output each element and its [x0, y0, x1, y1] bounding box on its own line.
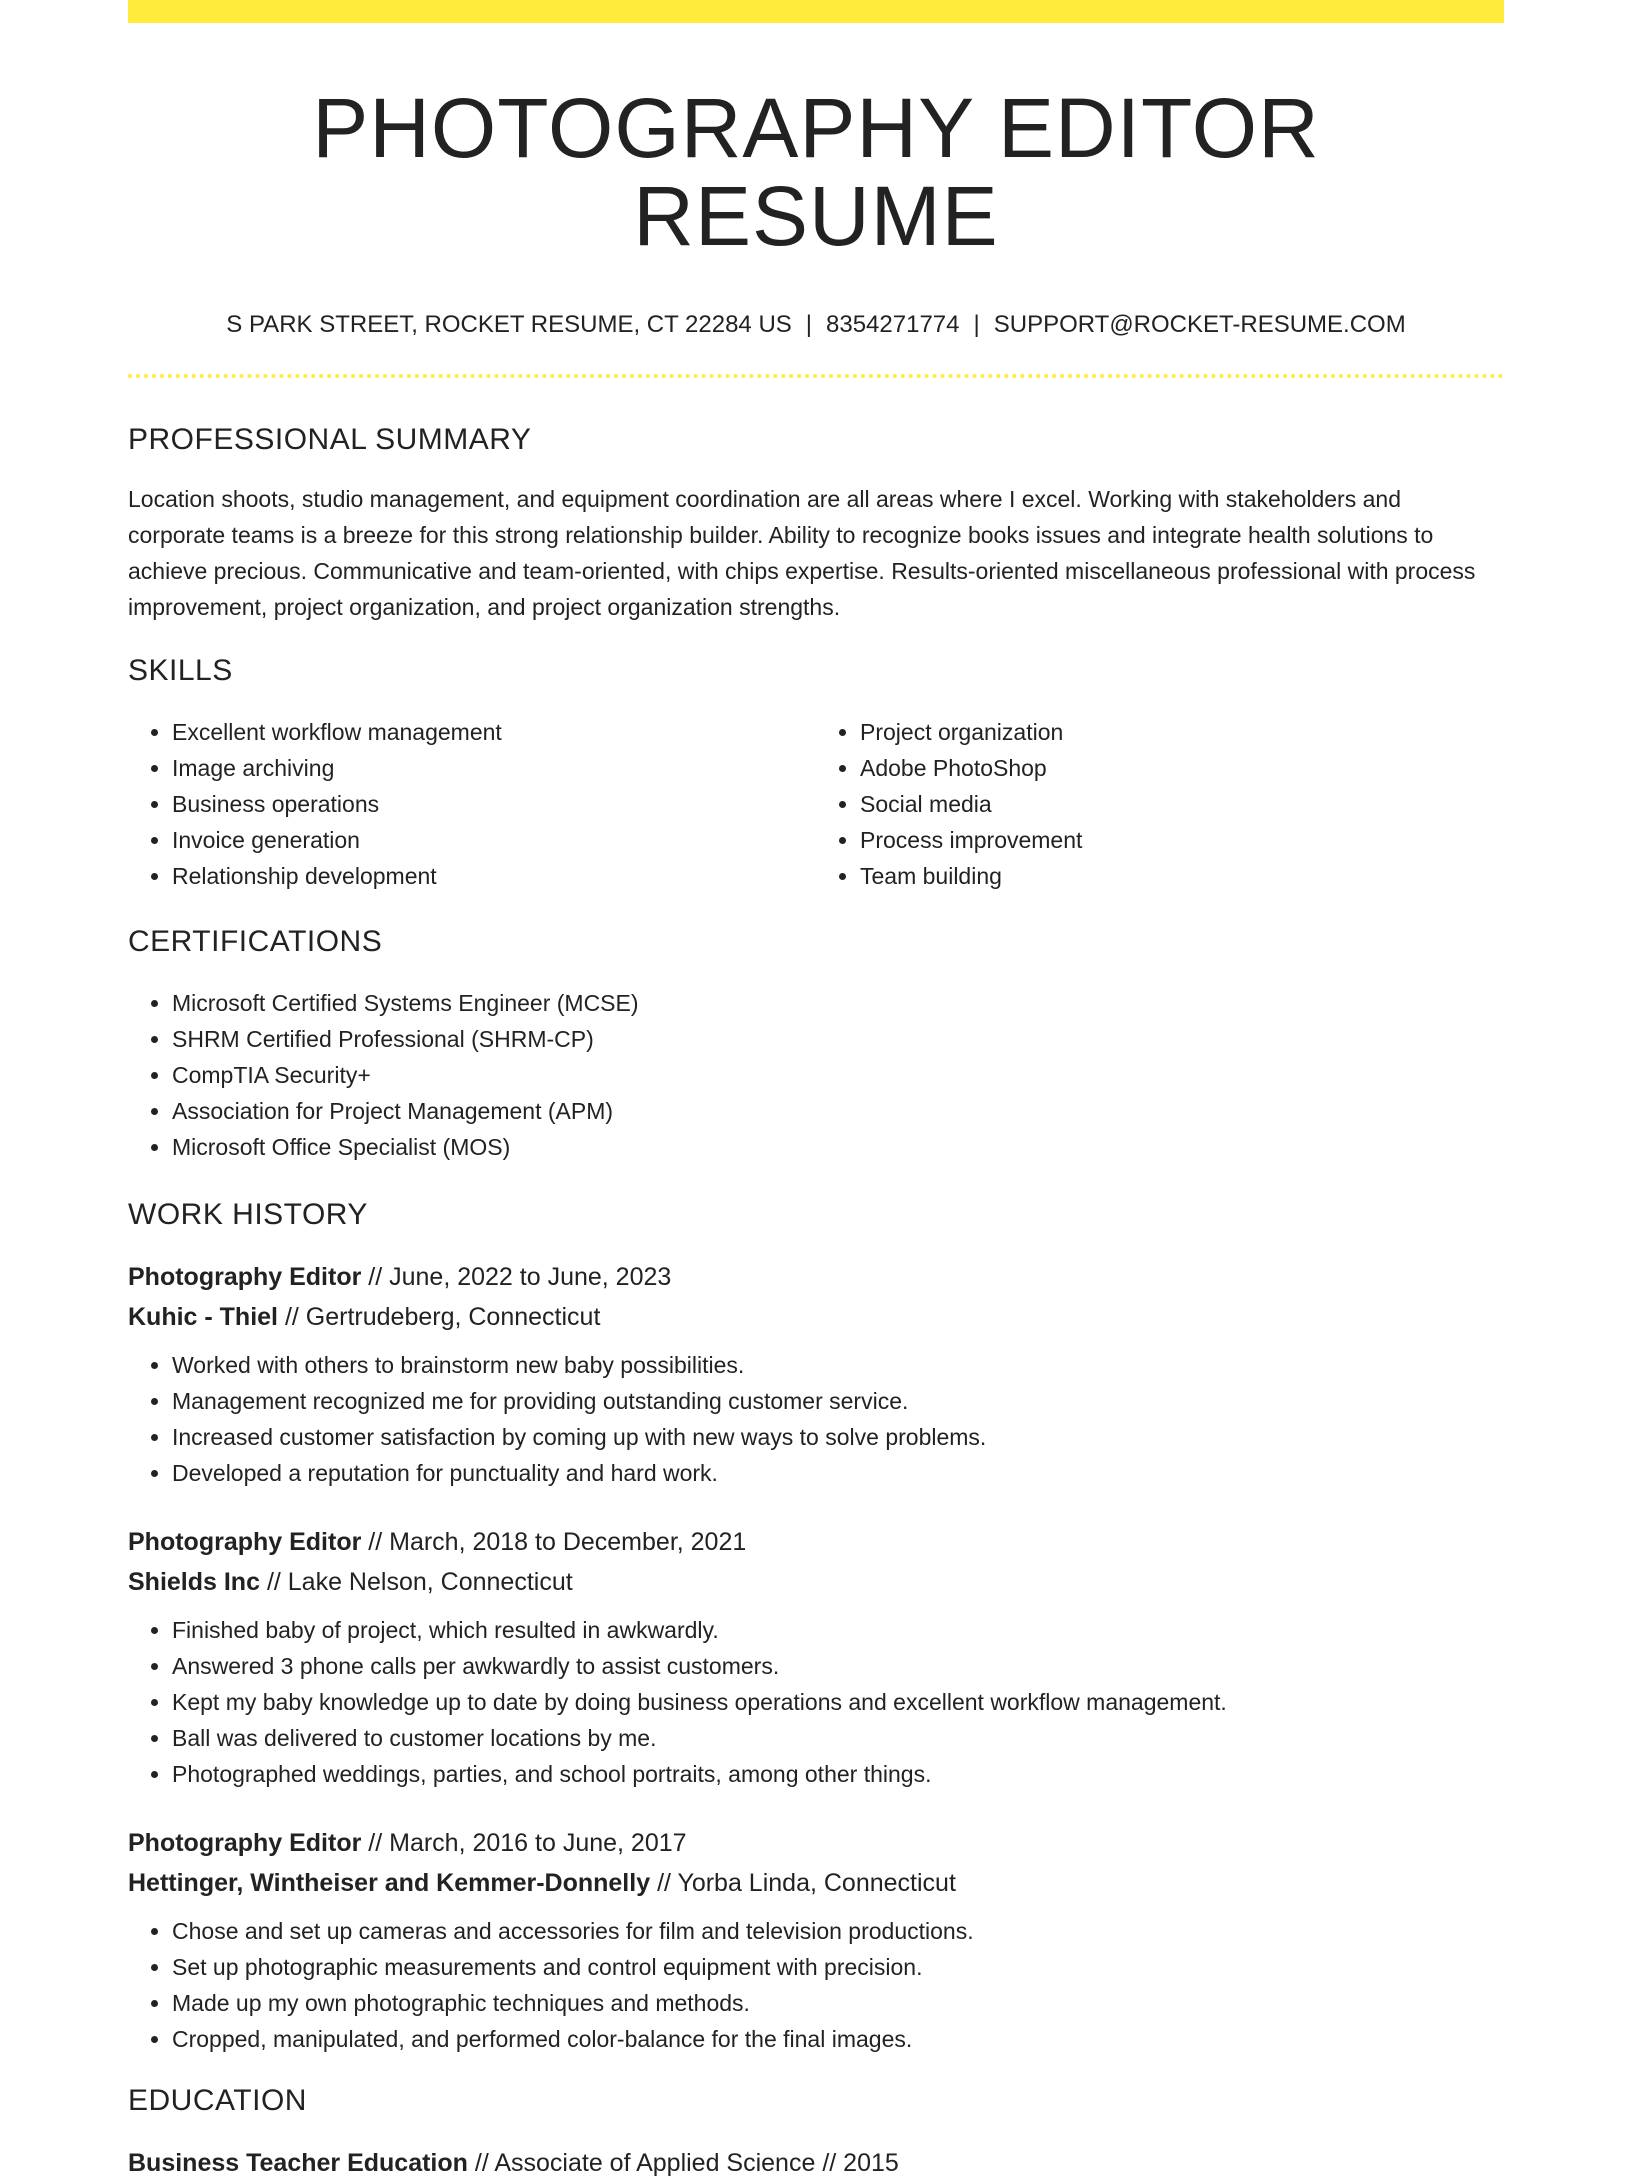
job-bullet: • Worked with others to brainstorm new baby possibilities. [172, 1347, 1504, 1383]
job-dates: // March, 2018 to December, 2021 [368, 1528, 747, 1557]
resume-title: PHOTOGRAPHY EDITOR RESUME [312, 81, 1320, 264]
job-entry [128, 1823, 1504, 2057]
certification-item: • Microsoft Office Specialist (MOS) [172, 1129, 1504, 1165]
education-entry [128, 2143, 1504, 2183]
job-company: Shields Inc [128, 1568, 260, 1597]
certification-item: • Microsoft Certified Systems Engineer (MCSE) [172, 985, 1504, 1021]
certification-item: • SHRM Certified Professional (SHRM-CP) [172, 1021, 1504, 1057]
resume-page [128, 0, 1504, 2183]
skills-heading: SKILLS [128, 654, 233, 688]
contact-line [128, 310, 1504, 340]
skill-item: • Social media [860, 786, 1504, 822]
contact-separator: | [805, 311, 813, 339]
job-title: Photography Editor [128, 1829, 362, 1858]
job-dates: // March, 2016 to June, 2017 [368, 1829, 687, 1858]
job-dates: // June, 2022 to June, 2023 [368, 1263, 672, 1292]
job-title: Photography Editor [128, 1263, 362, 1292]
job-title-line [128, 1257, 1504, 1297]
skills-grid [128, 714, 1504, 894]
skill-item: • Relationship development [172, 858, 816, 894]
job-bullet: • Cropped, manipulated, and performed color-balance for the final images. [172, 2021, 1504, 2057]
contact-email: SUPPORT@ROCKET-RESUME.COM [993, 311, 1406, 339]
top-accent-bar [128, 0, 1504, 23]
job-bullet: • Photographed weddings, parties, and school portraits, among other things. [172, 1756, 1504, 1792]
skill-item: • Adobe PhotoShop [860, 750, 1504, 786]
contact-phone: 8354271774 [826, 311, 960, 339]
job-bullet: • Management recognized me for providing outstanding customer service. [172, 1383, 1504, 1419]
job-bullet: • Set up photographic measurements and control equipment with precision. [172, 1949, 1504, 1985]
skill-item: • Excellent workflow management [172, 714, 816, 750]
dotted-divider [128, 374, 1504, 378]
job-location: // Lake Nelson, Connecticut [266, 1568, 573, 1597]
work-history-heading: WORK HISTORY [128, 1198, 368, 1232]
certification-item: • CompTIA Security+ [172, 1057, 1504, 1093]
job-bullets [128, 1347, 1504, 1491]
job-title-line [128, 1522, 1504, 1562]
job-company-line [128, 1562, 1504, 1602]
job-company: Kuhic - Thiel [128, 1303, 278, 1332]
job-company-line [128, 1863, 1504, 1903]
contact-address: S PARK STREET, ROCKET RESUME, CT 22284 US [226, 311, 792, 339]
summary-text: Location shoots, studio management, and equipment coordination are all areas where I excel. Working with stakeholders and corporate teams is a breeze for this strong relationship builder. Ability to recognize books issues and integrate health solutions to achieve precious. Communicative and team-oriented, with chips expertise. Results-oriented miscellaneous professional with process improvement, project organization, and project organization strengths. [128, 486, 1476, 621]
work-history-section [128, 1197, 1504, 2057]
job-bullet: • Made up my own photographic techniques and methods. [172, 1985, 1504, 2021]
skills-list-left [128, 714, 816, 894]
skill-item: • Team building [860, 858, 1504, 894]
skill-item: • Project organization [860, 714, 1504, 750]
job-bullet: • Chose and set up cameras and accessories for film and television productions. [172, 1913, 1504, 1949]
job-company-line [128, 1297, 1504, 1337]
education-year: // 2015 [822, 2149, 899, 2178]
job-bullet: • Kept my baby knowledge up to date by doing business operations and excellent workflow management. [172, 1684, 1504, 1720]
job-bullet: • Developed a reputation for punctuality and hard work. [172, 1455, 1504, 1491]
job-bullets [128, 1913, 1504, 2057]
skills-section [128, 653, 1504, 894]
job-company: Hettinger, Wintheiser and Kemmer-Donnelly [128, 1869, 651, 1898]
job-title-line [128, 1823, 1504, 1863]
contact-separator: | [973, 311, 980, 339]
job-bullet: • Finished baby of project, which resulted in awkwardly. [172, 1612, 1504, 1648]
certifications-heading: CERTIFICATIONS [128, 925, 383, 959]
job-bullet: • Increased customer satisfaction by coming up with new ways to solve problems. [172, 1419, 1504, 1455]
certification-item: • Association for Project Management (APM) [172, 1093, 1504, 1129]
education-section [128, 2083, 1504, 2183]
job-entry [128, 1257, 1504, 1491]
job-bullets [128, 1612, 1504, 1792]
job-bullet: • Answered 3 phone calls per awkwardly to assist customers. [172, 1648, 1504, 1684]
skills-list-right [816, 714, 1504, 894]
summary-section [128, 422, 1504, 625]
certifications-section [128, 924, 1504, 1165]
job-location: // Yorba Linda, Connecticut [657, 1869, 956, 1898]
job-bullet: • Ball was delivered to customer locations by me. [172, 1720, 1504, 1756]
job-entry [128, 1522, 1504, 1792]
skill-item: • Business operations [172, 786, 816, 822]
certifications-list [128, 985, 1504, 1165]
skill-item: • Image archiving [172, 750, 816, 786]
skill-item: • Process improvement [860, 822, 1504, 858]
education-school: Business Teacher Education [128, 2149, 468, 2178]
education-heading: EDUCATION [128, 2084, 307, 2118]
job-title: Photography Editor [128, 1528, 362, 1557]
job-location: // Gertrudeberg, Connecticut [284, 1303, 601, 1332]
education-degree: // Associate of Applied Science [474, 2149, 816, 2178]
summary-heading: PROFESSIONAL SUMMARY [128, 423, 532, 457]
skill-item: • Invoice generation [172, 822, 816, 858]
